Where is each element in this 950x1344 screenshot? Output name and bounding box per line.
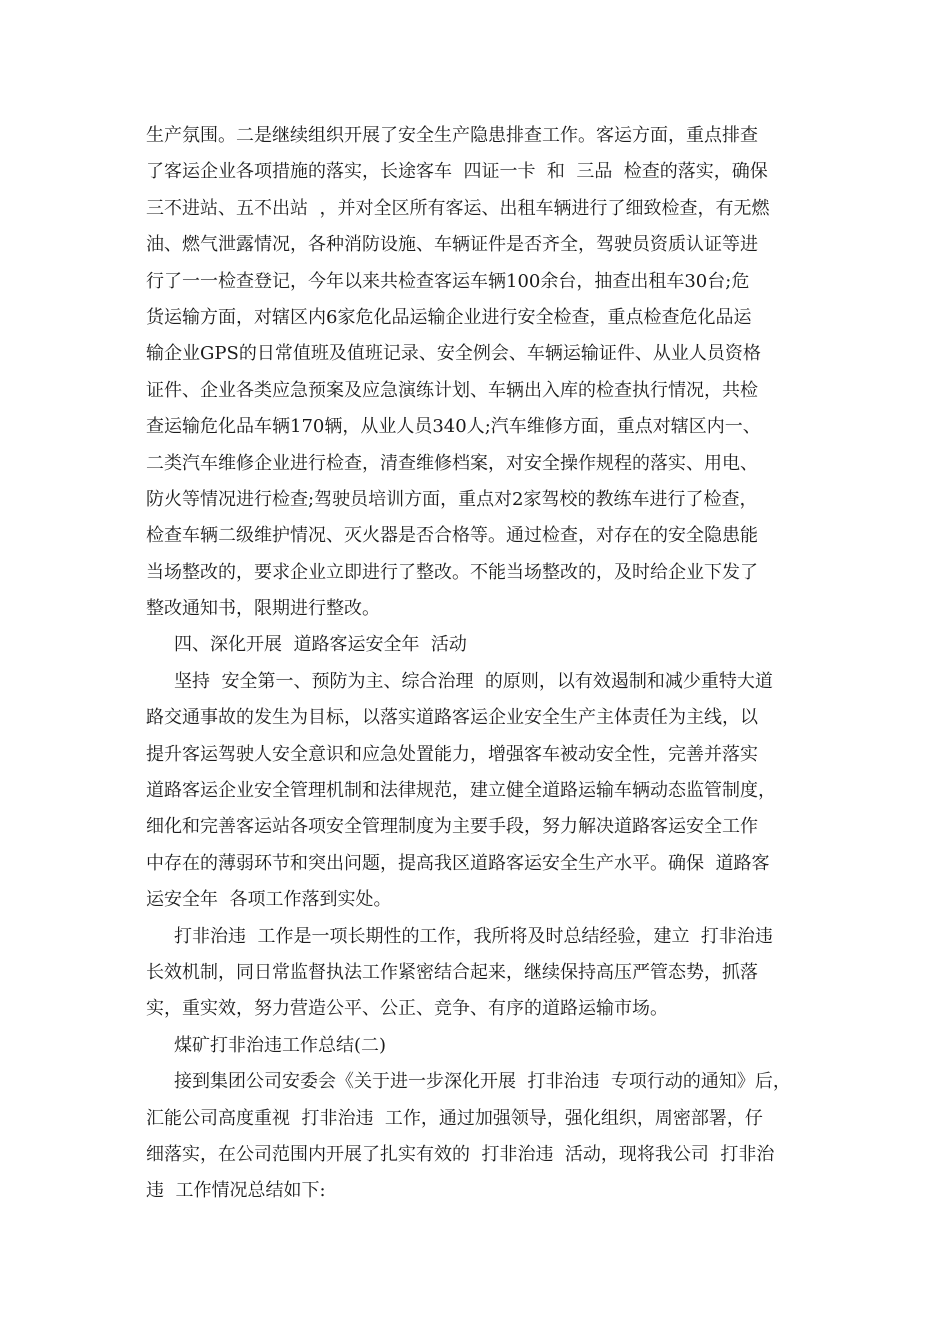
text-line: 输企业GPS的日常值班及值班记录、安全例会、车辆运输证件、从业人员资格	[146, 343, 761, 365]
text-line: 生产氛围。二是继续组织开展了安全生产隐患排查工作。客运方面，重点排查	[146, 125, 758, 146]
text-line: 路交通事故的发生为目标，以落实道路客运企业安全生产主体责任为主线，以	[146, 707, 758, 729]
document-body	[146, 118, 826, 1210]
text-line: 煤矿打非治违工作总结(二)	[174, 1034, 387, 1056]
text-line: 汇能公司高度重视 打非治违 工作，通过加强领导，强化组织，周密部署，仔	[146, 1107, 763, 1129]
text-line: 当场整改的，要求企业立即进行了整改。不能当场整改的，及时给企业下发了	[146, 561, 758, 583]
text-line: 道路客运企业安全管理机制和法律规范，建立健全道路运输车辆动态监管制度，	[146, 780, 776, 802]
text-line: 检查车辆二级维护情况、灭火器是否合格等。通过检查，对存在的安全隐患能	[146, 525, 758, 547]
text-line: 打非治违 工作是一项长期性的工作，我所将及时总结经验，建立 打非治违	[174, 925, 773, 947]
text-line: 细化和完善客运站各项安全管理制度为主要手段，努力解决道路客运安全工作	[146, 816, 758, 838]
text-line: 接到集团公司安委会《关于进一步深化开展 打非治违 专项行动的通知》后，	[174, 1071, 791, 1093]
text-line: 细落实，在公司范围内开展了扎实有效的 打非治违 活动，现将我公司 打非治	[146, 1143, 775, 1165]
text-line: 行了一一检查登记，今年以来共检查客运车辆100余台，抽查出租车30台;危	[146, 270, 750, 292]
text-line: 整改通知书，限期进行整改。	[146, 598, 380, 620]
text-line: 长效机制，同日常监督执法工作紧密结合起来，继续保持高压严管态势，抓落	[146, 961, 758, 983]
text-line: 运安全年 各项工作落到实处。	[146, 889, 392, 911]
text-line: 证件、企业各类应急预案及应急演练计划、车辆出入库的检查执行情况，共检	[146, 379, 758, 401]
text-line: 坚持 安全第一、预防为主、综合治理 的原则，以有效遏制和减少重特大道	[174, 670, 773, 692]
text-line: 油、燃气泄露情况，各种消防设施、车辆证件是否齐全，驾驶员资质认证等进	[146, 234, 758, 256]
text-line: 查运输危化品车辆170辆，从业人员340人;汽车维修方面，重点对辖区内一、	[146, 416, 761, 438]
text-line: 违 工作情况总结如下:	[146, 1180, 326, 1202]
text-line: 了客运企业各项措施的落实，长途客车 四证一卡 和 三品 检查的落实，确保	[146, 161, 768, 183]
text-line: 四、深化开展 道路客运安全年 活动	[174, 634, 467, 656]
text-line: 实，重实效，努力营造公平、公正、竞争、有序的道路运输市场。	[146, 998, 668, 1020]
text-line: 防火等情况进行检查;驾驶员培训方面，重点对2家驾校的教练车进行了检查，	[146, 488, 758, 510]
text-line: 三不进站、五不出站 ，并对全区所有客运、出租车辆进行了细致检查，有无燃	[146, 197, 770, 219]
text-line: 二类汽车维修企业进行检查，清查维修档案，对安全操作规程的落实、用电、	[146, 452, 758, 474]
text-line: 货运输方面，对辖区内6家危化品运输企业进行安全检查，重点检查危化品运	[146, 306, 752, 328]
text-line: 提升客运驾驶人安全意识和应急处置能力，增强客车被动安全性，完善并落实	[146, 743, 758, 765]
text-line: 中存在的薄弱环节和突出问题，提高我区道路客运安全生产水平。确保 道路客	[146, 852, 770, 874]
